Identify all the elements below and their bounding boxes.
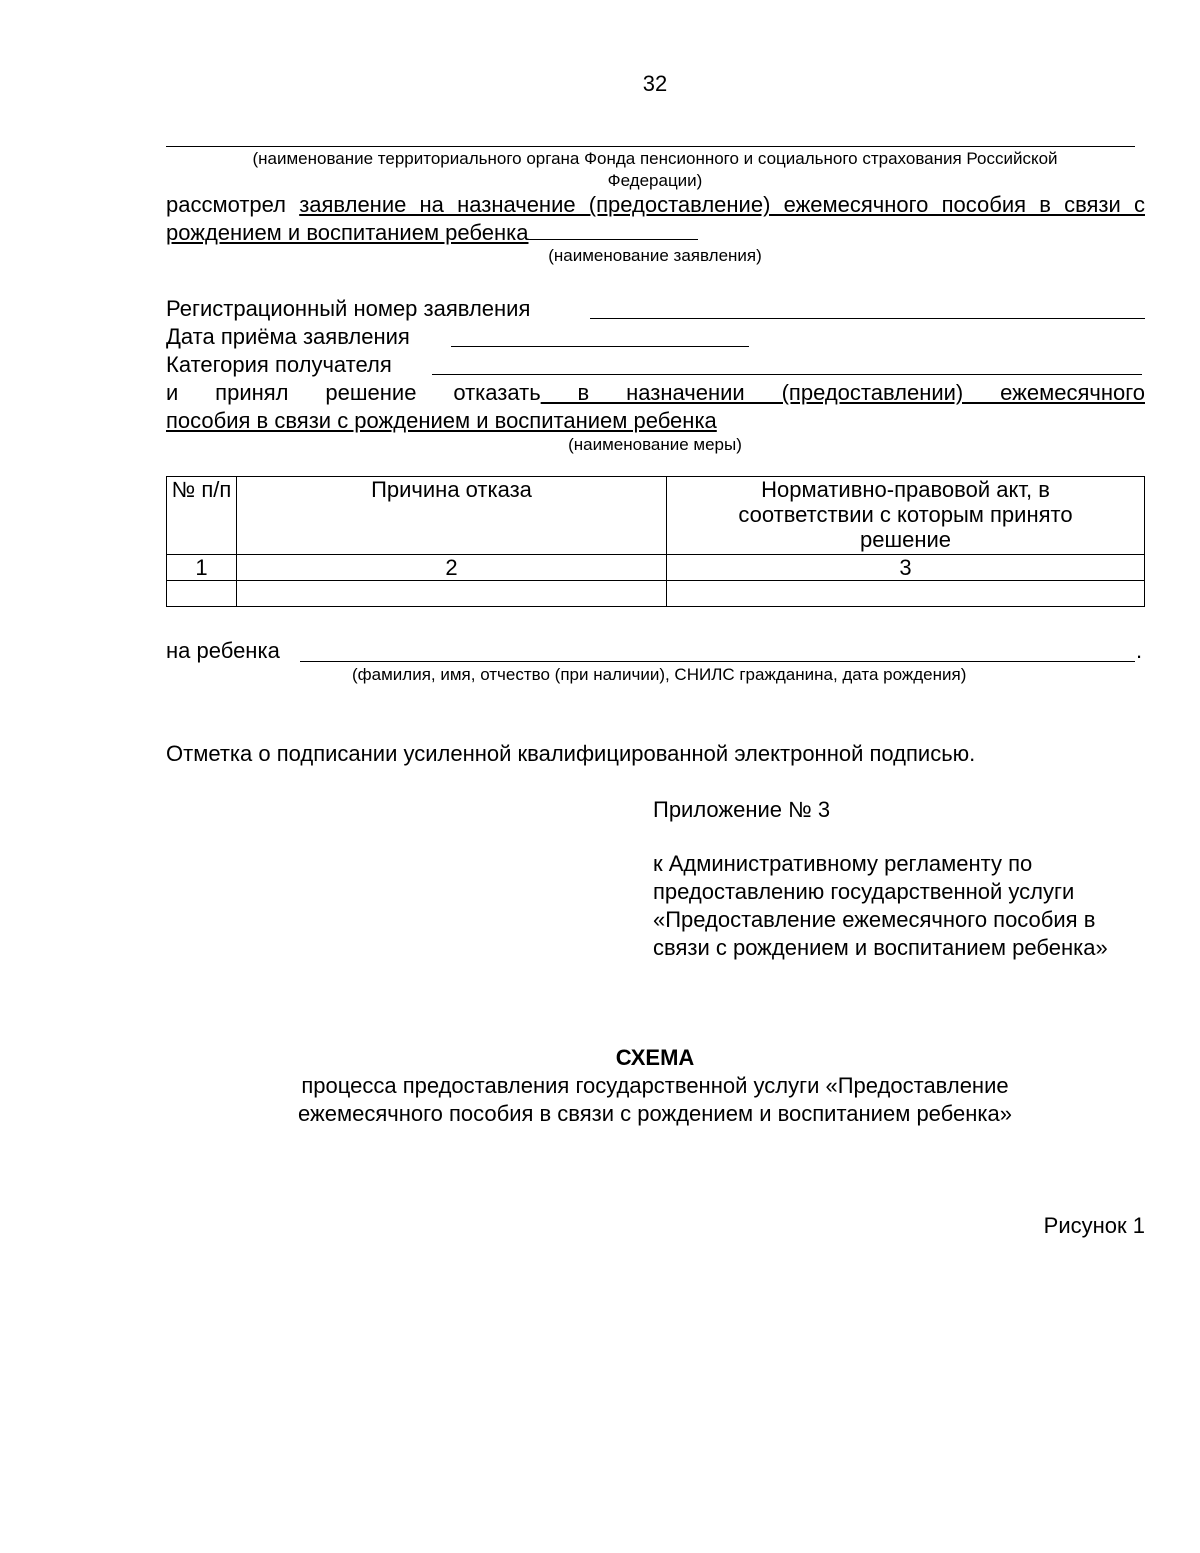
measure-caption: (наименование меры) (568, 435, 742, 454)
application-name-fill (528, 222, 698, 240)
table-cell-act[interactable] (667, 581, 1145, 607)
col-num-3: 3 (667, 555, 1145, 581)
col-num-2: 2 (237, 555, 667, 581)
col-header-act: Нормативно-правовой акт, в соответствии с которым принято решение (667, 477, 1145, 555)
appendix-text: к Административному регламенту по предоставлению государственной услуги «Предоставление ежемесячного пособия в связи с рождением и воспитанием ребенка» (653, 851, 1108, 960)
child-period: . (1136, 638, 1143, 663)
decision-measure-part-1: в назначении (предоставлении) ежемесячного (540, 380, 1145, 405)
date-label: Дата приёма заявления (166, 324, 410, 349)
table-cell-number[interactable] (167, 581, 237, 607)
org-name-line (166, 146, 1135, 147)
signature-note: Отметка о подписании усиленной квалифицированной электронной подписью. (166, 741, 976, 766)
table-cell-reason[interactable] (237, 581, 667, 607)
considered-prefix: рассмотрел (166, 192, 300, 217)
scheme-subtitle: процесса предоставления государственной услуги «Предоставление ежемесячного пособия в связи с рождением и воспитанием ребенка» (298, 1073, 1012, 1126)
decision-prefix: и принял решение отказать (166, 380, 541, 405)
figure-label: Рисунок 1 (1043, 1213, 1145, 1238)
child-field[interactable] (300, 661, 1135, 662)
application-caption: (наименование заявления) (548, 246, 762, 265)
category-field[interactable] (432, 374, 1142, 375)
table-numbering-row (167, 555, 1145, 581)
col-header-number: № п/п (167, 477, 237, 555)
scheme-title: СХЕМА (615, 1045, 695, 1070)
reg-number-label: Регистрационный номер заявления (166, 296, 531, 321)
table-header-row (167, 477, 1145, 555)
date-field[interactable] (451, 346, 749, 347)
reasons-table (166, 476, 1145, 607)
application-name: заявление на назначение (предоставление) ежемесячного пособия в связи с рождением и воспитанием ребенка (166, 192, 1145, 245)
col-num-1: 1 (167, 555, 237, 581)
col-header-reason: Причина отказа (237, 477, 667, 555)
appendix-title: Приложение № 3 (653, 797, 831, 822)
decision-line-1 (166, 379, 1145, 407)
child-label: на ребенка (166, 638, 280, 663)
table-row (167, 581, 1145, 607)
considered-paragraph (166, 191, 1145, 247)
reg-number-field[interactable] (590, 318, 1145, 319)
org-name-caption: (наименование территориального органа Фонда пенсионного и социального страхования Российской Федерации) (252, 149, 1058, 190)
page-number: 32 (642, 71, 668, 96)
decision-line-2: пособия в связи с рождением и воспитанием ребенка (166, 408, 717, 433)
category-label: Категория получателя (166, 352, 392, 377)
child-caption: (фамилия, имя, отчество (при наличии), СНИЛС гражданина, дата рождения) (352, 665, 967, 684)
